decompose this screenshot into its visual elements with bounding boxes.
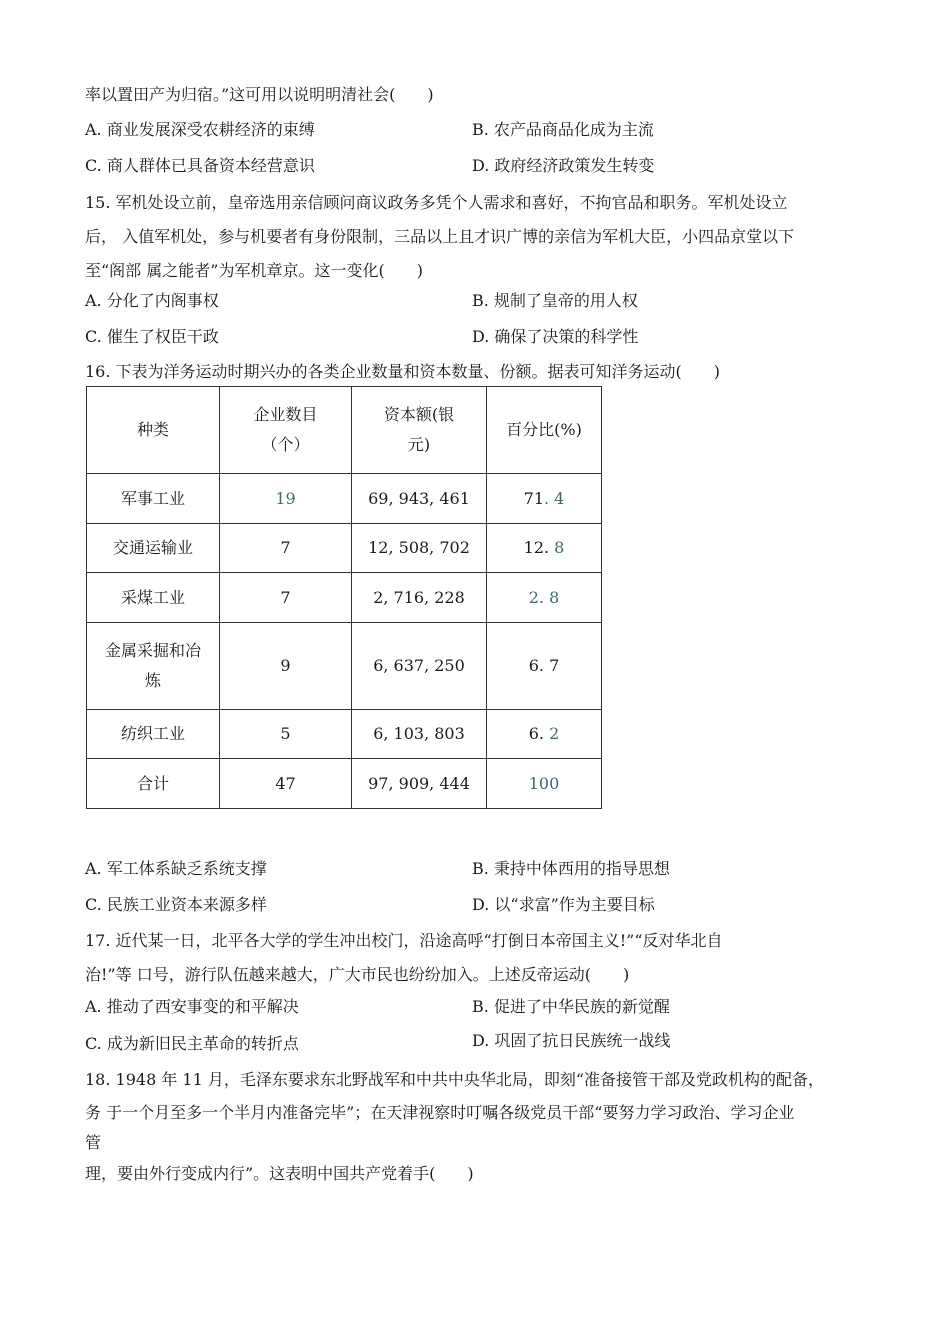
cell-percent-int: 6. — [528, 724, 544, 743]
q17-option-c: C. 成为新旧民主革命的转折点 — [85, 1034, 299, 1053]
cell-capital: 69, 943, 461 — [352, 474, 487, 524]
q18-stem-line3: 管 — [85, 1133, 102, 1152]
cell-percent-dec: 2 — [544, 724, 560, 743]
q15-stem-line1: 15. 军机处设立前，皇帝选用亲信顾问商议政务多凭个人需求和喜好，不拘官品和职务。军机处设立 — [85, 193, 788, 212]
q15-stem-line3: 至“阁部 属之能者”为军机章京。这一变化( ) — [85, 261, 423, 280]
q17-option-a: A. 推动了西安事变的和平解决 — [85, 997, 299, 1016]
enterprise-table — [86, 386, 602, 809]
cell-capital: 12, 508, 702 — [352, 524, 487, 573]
header-capital-line1: 资本额(银 — [383, 405, 455, 424]
q18-stem-line4: 理，要由外行变成内行”。这表明中国共产党着手( ) — [85, 1164, 474, 1183]
q15-stem-line2: 后， 入值军机处，参与机要者有身份限制，三品以上且才识广博的亲信为军机大臣，小四品京堂以下 — [85, 227, 795, 246]
cell-count: 5 — [220, 710, 352, 759]
cell-count: 7 — [220, 573, 352, 623]
table-row — [87, 524, 602, 573]
cell-percent — [487, 524, 602, 573]
q16-option-d: D. 以“求富”作为主要目标 — [472, 895, 655, 914]
cell-percent: 6. 7 — [487, 623, 602, 710]
q16-option-b: B. 秉持中体西用的指导思想 — [472, 859, 670, 878]
q14-option-d: D. 政府经济政策发生转变 — [472, 156, 655, 175]
cell-kind: 采煤工业 — [87, 573, 220, 623]
q17-stem-line1: 17. 近代某一日，北平各大学的学生冲出校门，沿途高呼“打倒日本帝国主义!”“反对华北自 — [85, 931, 723, 950]
cell-kind-line1: 金属采掘和冶 — [104, 641, 201, 660]
q17-option-d: D. 巩固了抗日民族统一战线 — [472, 1031, 671, 1050]
header-capital — [352, 387, 487, 474]
q15-option-a: A. 分化了内阁事权 — [85, 291, 219, 310]
table-header-row — [87, 387, 602, 474]
cell-kind: 交通运输业 — [87, 524, 220, 573]
header-count-line1: 企业数目 — [253, 405, 318, 424]
table-row — [87, 474, 602, 524]
header-percent: 百分比(%) — [487, 387, 602, 474]
q18-stem-line1: 18. 1948 年 11 月，毛泽东要求东北野战军和中共中央华北局，即刻“准备接管干部及党政机构的配备， — [85, 1070, 825, 1089]
q14-stem-tail: 率以置田产为归宿。”这可用以说明明清社会( ) — [85, 85, 434, 104]
cell-kind: 纺织工业 — [87, 710, 220, 759]
table-row — [87, 573, 602, 623]
q15-option-c: C. 催生了权臣干政 — [85, 327, 219, 346]
q15-option-d: D. 确保了决策的科学性 — [472, 327, 639, 346]
cell-percent-int: 2. — [528, 587, 544, 607]
q16-option-c: C. 民族工业资本来源多样 — [85, 895, 267, 914]
cell-kind-line2: 炼 — [144, 671, 161, 690]
cell-kind — [87, 623, 220, 710]
cell-percent-int: 12. — [523, 538, 550, 557]
header-count-line2: （个） — [261, 435, 310, 454]
cell-capital: 6, 637, 250 — [352, 623, 487, 710]
cell-kind: 军事工业 — [87, 474, 220, 524]
cell-capital: 2, 716, 228 — [352, 573, 487, 623]
cell-percent — [487, 474, 602, 524]
cell-count: 19 — [220, 474, 352, 524]
header-capital-line2: 元) — [407, 435, 431, 454]
cell-percent — [487, 710, 602, 759]
cell-percent-dec: 8 — [549, 538, 565, 557]
q16-option-a: A. 军工体系缺乏系统支撑 — [85, 859, 267, 878]
cell-percent-dec: . 4 — [544, 488, 565, 508]
header-kind: 种类 — [87, 387, 220, 474]
cell-percent: 100 — [487, 759, 602, 809]
cell-percent — [487, 573, 602, 623]
table-row — [87, 623, 602, 710]
cell-percent-dec: 8 — [544, 587, 560, 607]
q14-option-a: A. 商业发展深受农耕经济的束缚 — [85, 120, 315, 139]
q17-option-b: B. 促进了中华民族的新觉醒 — [472, 997, 670, 1016]
q15-option-b: B. 规制了皇帝的用人权 — [472, 291, 638, 310]
cell-count: 47 — [220, 759, 352, 809]
q14-option-c: C. 商人群体已具备资本经营意识 — [85, 156, 315, 175]
cell-kind: 合计 — [87, 759, 220, 809]
cell-percent-int: 71 — [523, 488, 544, 508]
q14-option-b: B. 农产品商品化成为主流 — [472, 120, 654, 139]
cell-count: 7 — [220, 524, 352, 573]
table-row — [87, 710, 602, 759]
cell-capital: 97, 909, 444 — [352, 759, 487, 809]
header-count — [220, 387, 352, 474]
q16-stem: 16. 下表为洋务运动时期兴办的各类企业数量和资本数量、份额。据表可知洋务运动( ) — [85, 362, 721, 381]
cell-count: 9 — [220, 623, 352, 710]
table-row — [87, 759, 602, 809]
q18-stem-line2: 务 于一个月至多一个半月内准备完毕”；在天津视察时叮嘱各级党员干部“要努力学习政治、学习企业 — [85, 1103, 795, 1122]
q17-stem-line2: 治!”等 口号，游行队伍越来越大，广大市民也纷纷加入。上述反帝运动( ) — [85, 965, 630, 984]
cell-capital: 6, 103, 803 — [352, 710, 487, 759]
